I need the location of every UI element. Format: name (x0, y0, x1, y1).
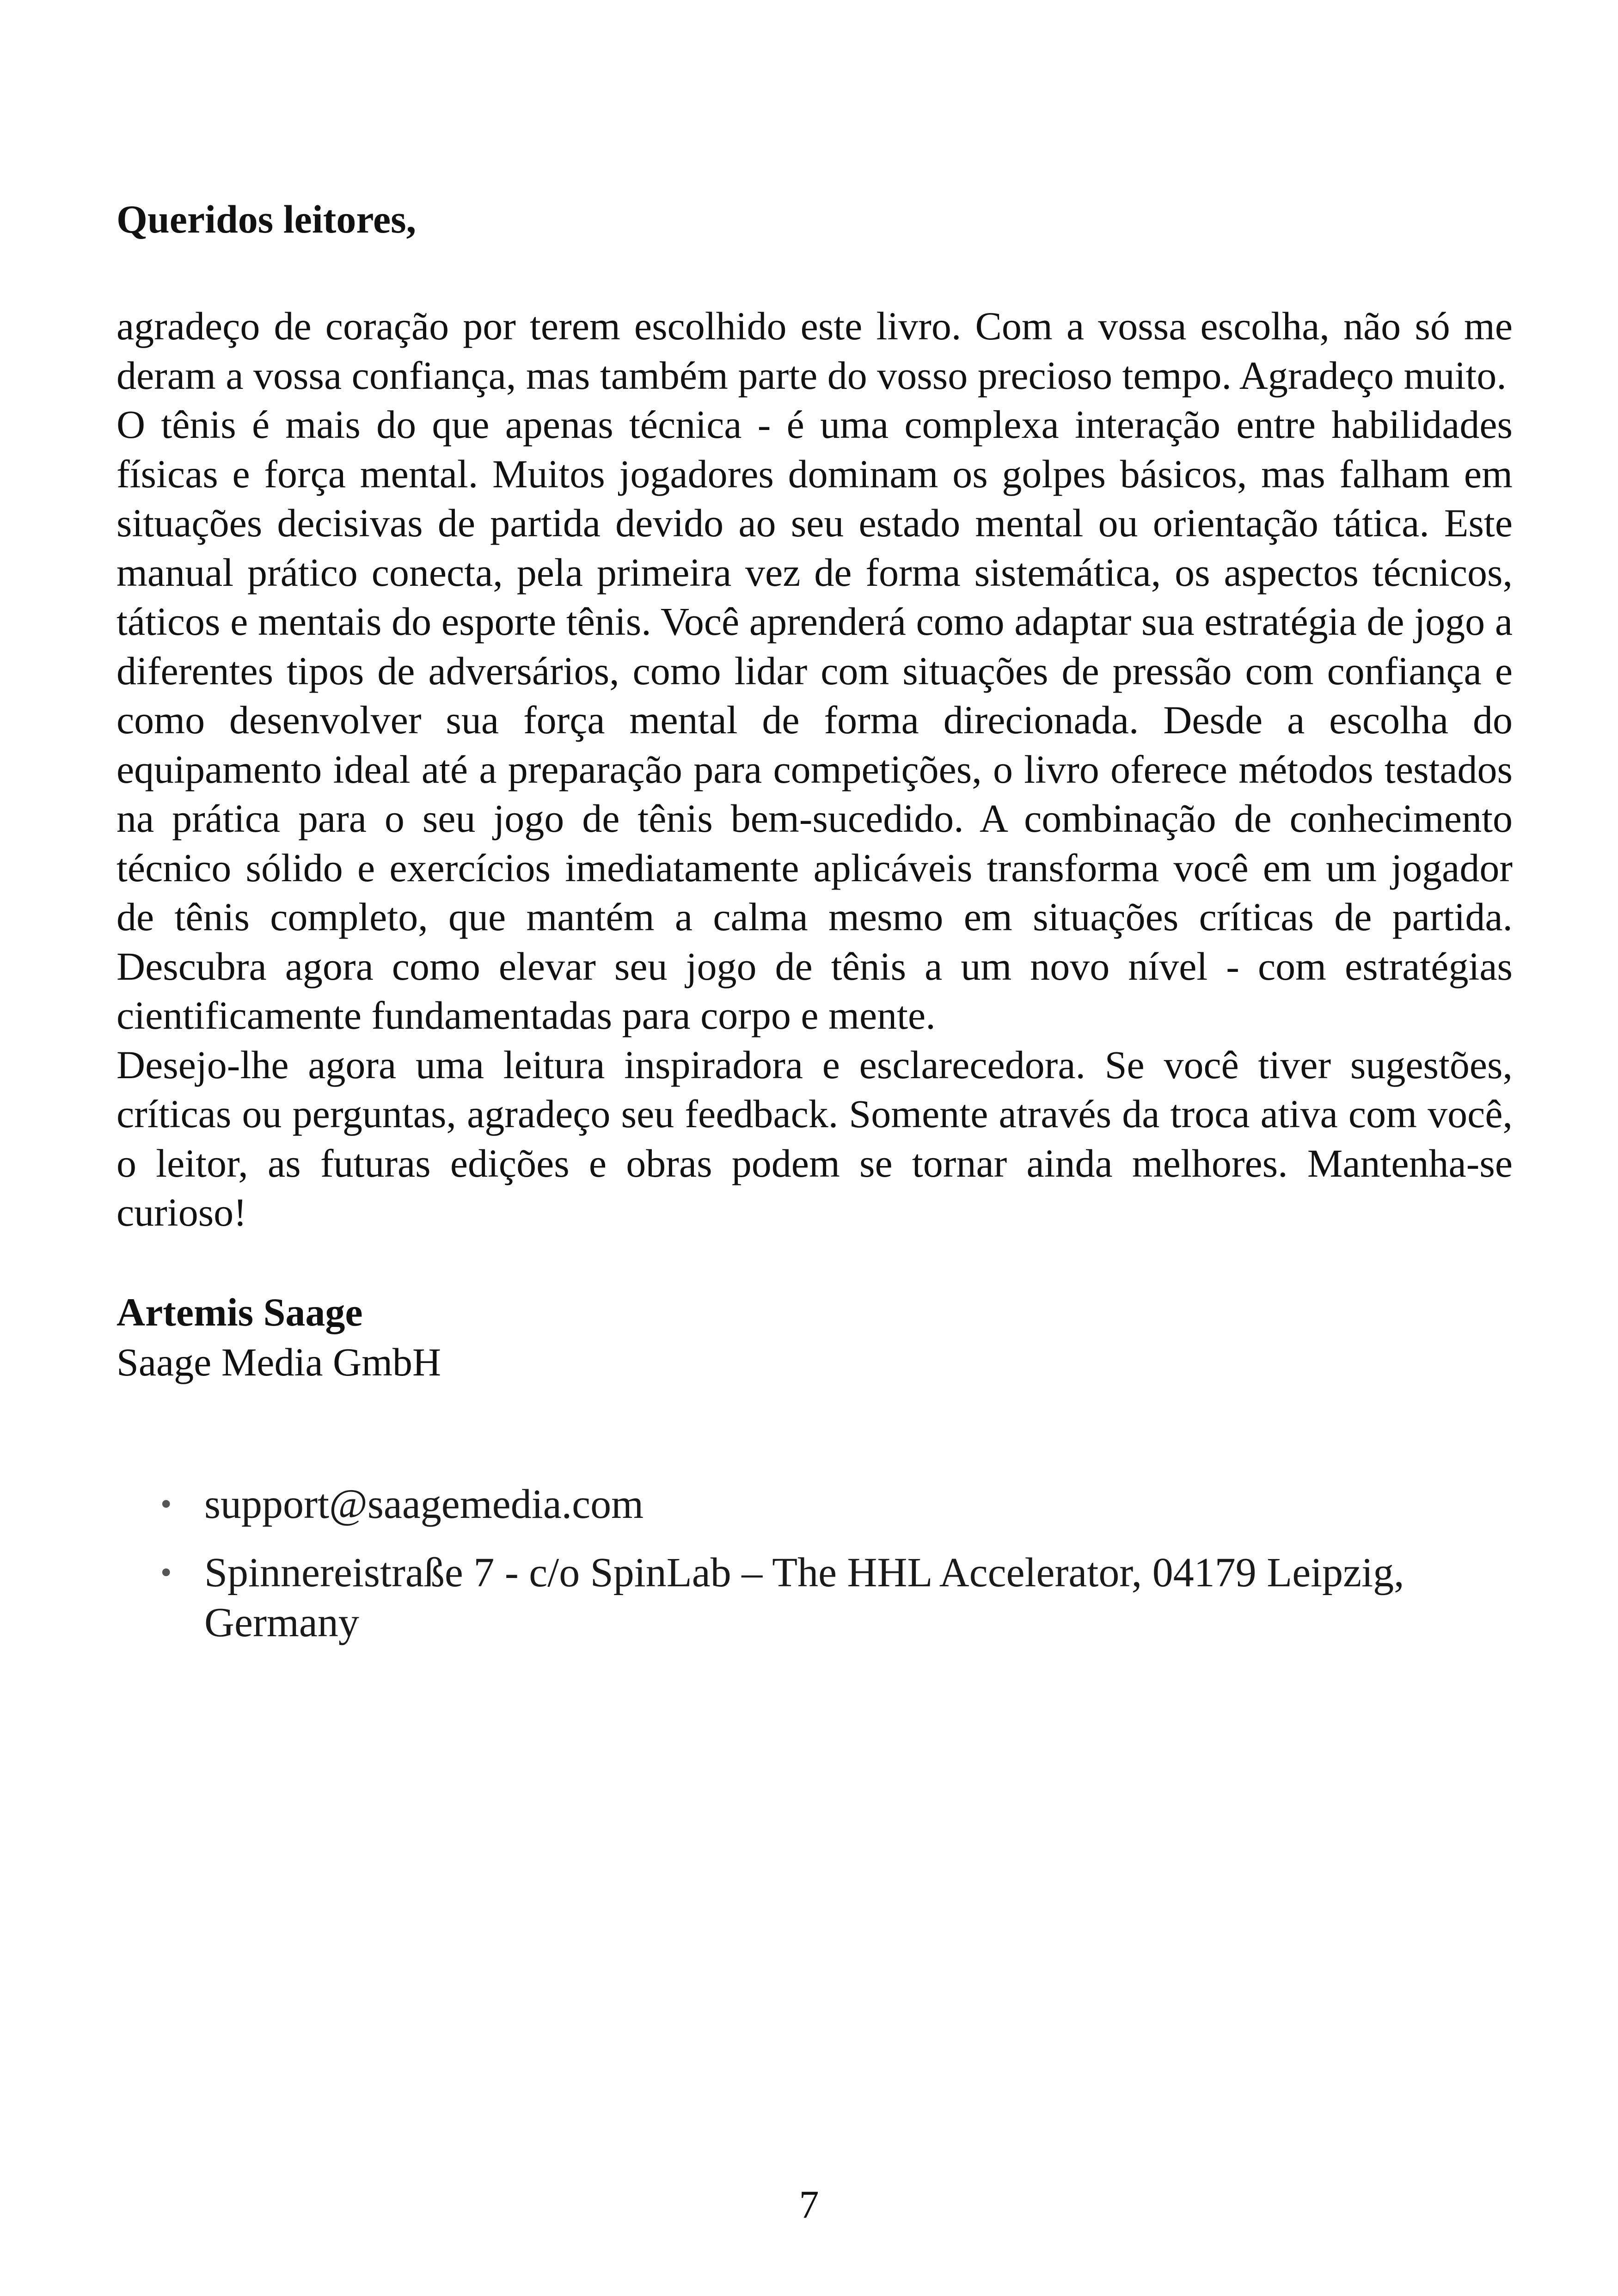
company-name: Saage Media GmbH (116, 1339, 441, 1384)
paragraph-closing: Desejo-lhe agora uma leitura inspiradora e esclarecedora. Se você tiver sugestões, críticas ou perguntas, agradeço seu feedback. Somente através da troca ativa com você, o leitor, as futuras edições e obras podem se tornar ainda melhores. Mantenha-se curioso! (116, 1042, 1513, 1234)
salutation-heading: Queridos leitores, (116, 197, 417, 241)
author-signature (116, 1287, 1513, 1387)
contact-list (116, 1480, 1513, 1648)
page-number: 7 (799, 2182, 819, 2227)
paragraph-book-description: O tênis é mais do que apenas técnica - é uma complexa interação entre habilidades físicas e força mental. Muitos jogadores dominam os golpes básicos, mas falham em situações decisivas de partida devido ao seu estado mental ou orientação tática. Este manual prático conecta, pela primeira vez de forma sistemática, os aspectos técnicos, táticos e mentais do esporte tênis. Você aprenderá como adaptar sua estratégia de jogo a diferentes tipos de adversários, como lidar com situações de pressão com confiança e como desenvolver sua força mental de forma direcionada. Desde a escolha do equipamento ideal até a preparação para competições, o livro oferece métodos testados na prática para o seu jogo de tênis bem-sucedido. A combinação de conhecimento técnico sólido e exercícios imediatamente aplicáveis transforma você em um jogador de tênis completo, que mantém a calma mesmo em situações críticas de partida. Descubra agora como elevar seu jogo de tênis a um novo nível - com estratégias cientificamente fundamentadas para corpo e mente. (116, 402, 1513, 1037)
email-text: support@saagemedia.com (204, 1481, 644, 1527)
bullet-icon: • (160, 1486, 172, 1522)
contact-email (116, 1480, 1513, 1529)
author-name: Artemis Saage (116, 1289, 363, 1334)
contact-address (116, 1548, 1513, 1648)
document-page (116, 194, 1513, 1666)
bullet-icon: • (160, 1554, 172, 1590)
paragraph-thanks: agradeço de coração por terem escolhido este livro. Com a vossa escolha, não só me deram a vossa confiança, mas também parte do vosso precioso tempo. Agradeço muito. (116, 304, 1513, 398)
letter-body (116, 301, 1513, 1237)
address-text: Spinnereistraße 7 - c/o SpinLab – The HHL Accelerator, 04179 Leipzig, Germany (204, 1549, 1404, 1645)
